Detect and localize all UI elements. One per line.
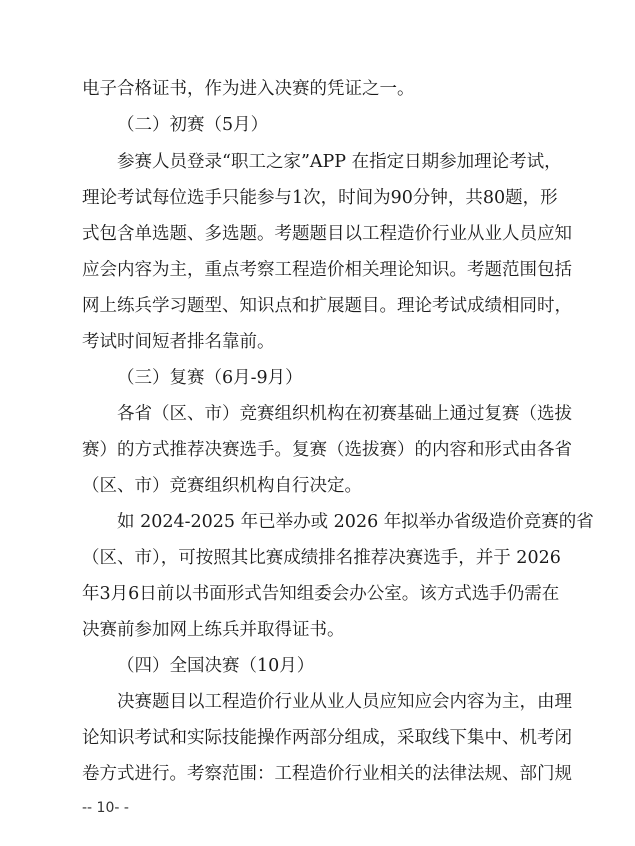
paragraph-line: 各省（区、市）竞赛组织机构在初赛基础上通过复赛（选拔: [117, 404, 572, 424]
paragraph-line: 考试时间短者排名靠前。: [82, 332, 275, 352]
paragraph-line: 网上练兵学习题型、知识点和扩展题目。理论考试成绩相同时，: [82, 296, 572, 316]
section-heading-final: （四）全国决赛（10月）: [117, 656, 315, 676]
paragraph-line: 式包含单选题、多选题。考题题目以工程造价行业从业人员应知: [82, 224, 572, 244]
paragraph-line: 决赛前参加网上练兵并取得证书。: [82, 620, 345, 640]
paragraph-line: 应会内容为主，重点考察工程造价相关理论知识。考题范围包括: [82, 260, 572, 280]
paragraph-line: （区、市），可按照其比赛成绩排名推荐决赛选手，并于 2026: [82, 548, 561, 568]
paragraph-line: 赛）的方式推荐决赛选手。复赛（选拔赛）的内容和形式由各省: [82, 440, 572, 460]
paragraph-line: 理论考试每位选手只能参与1次，时间为90分钟，共80题，形: [82, 188, 558, 208]
paragraph-line: 决赛题目以工程造价行业从业人员应知应会内容为主，由理: [117, 692, 572, 712]
paragraph-line: （区、市）竞赛组织机构自行决定。: [82, 476, 362, 496]
paragraph-line: 如 2024-2025 年已举办或 2026 年拟举办省级造价竞赛的省: [117, 512, 594, 532]
paragraph-line: 参赛人员登录“职工之家”APP 在指定日期参加理论考试，: [117, 152, 562, 172]
paragraph-line: 卷方式进行。考察范围：工程造价行业相关的法律法规、部门规: [82, 764, 572, 784]
page-number: -- 10- -: [82, 800, 129, 816]
paragraph-line: 年3月6日前以书面形式告知组委会办公室。该方式选手仍需在: [82, 584, 560, 604]
section-heading-preliminary: （二）初赛（5月）: [117, 115, 269, 135]
paragraph-line: 电子合格证书，作为进入决赛的凭证之一。: [82, 79, 415, 99]
paragraph-line: 论知识考试和实际技能操作两部分组成，采取线下集中、机考闭: [82, 728, 572, 748]
section-heading-semifinal: （三）复赛（6月-9月）: [117, 368, 303, 388]
